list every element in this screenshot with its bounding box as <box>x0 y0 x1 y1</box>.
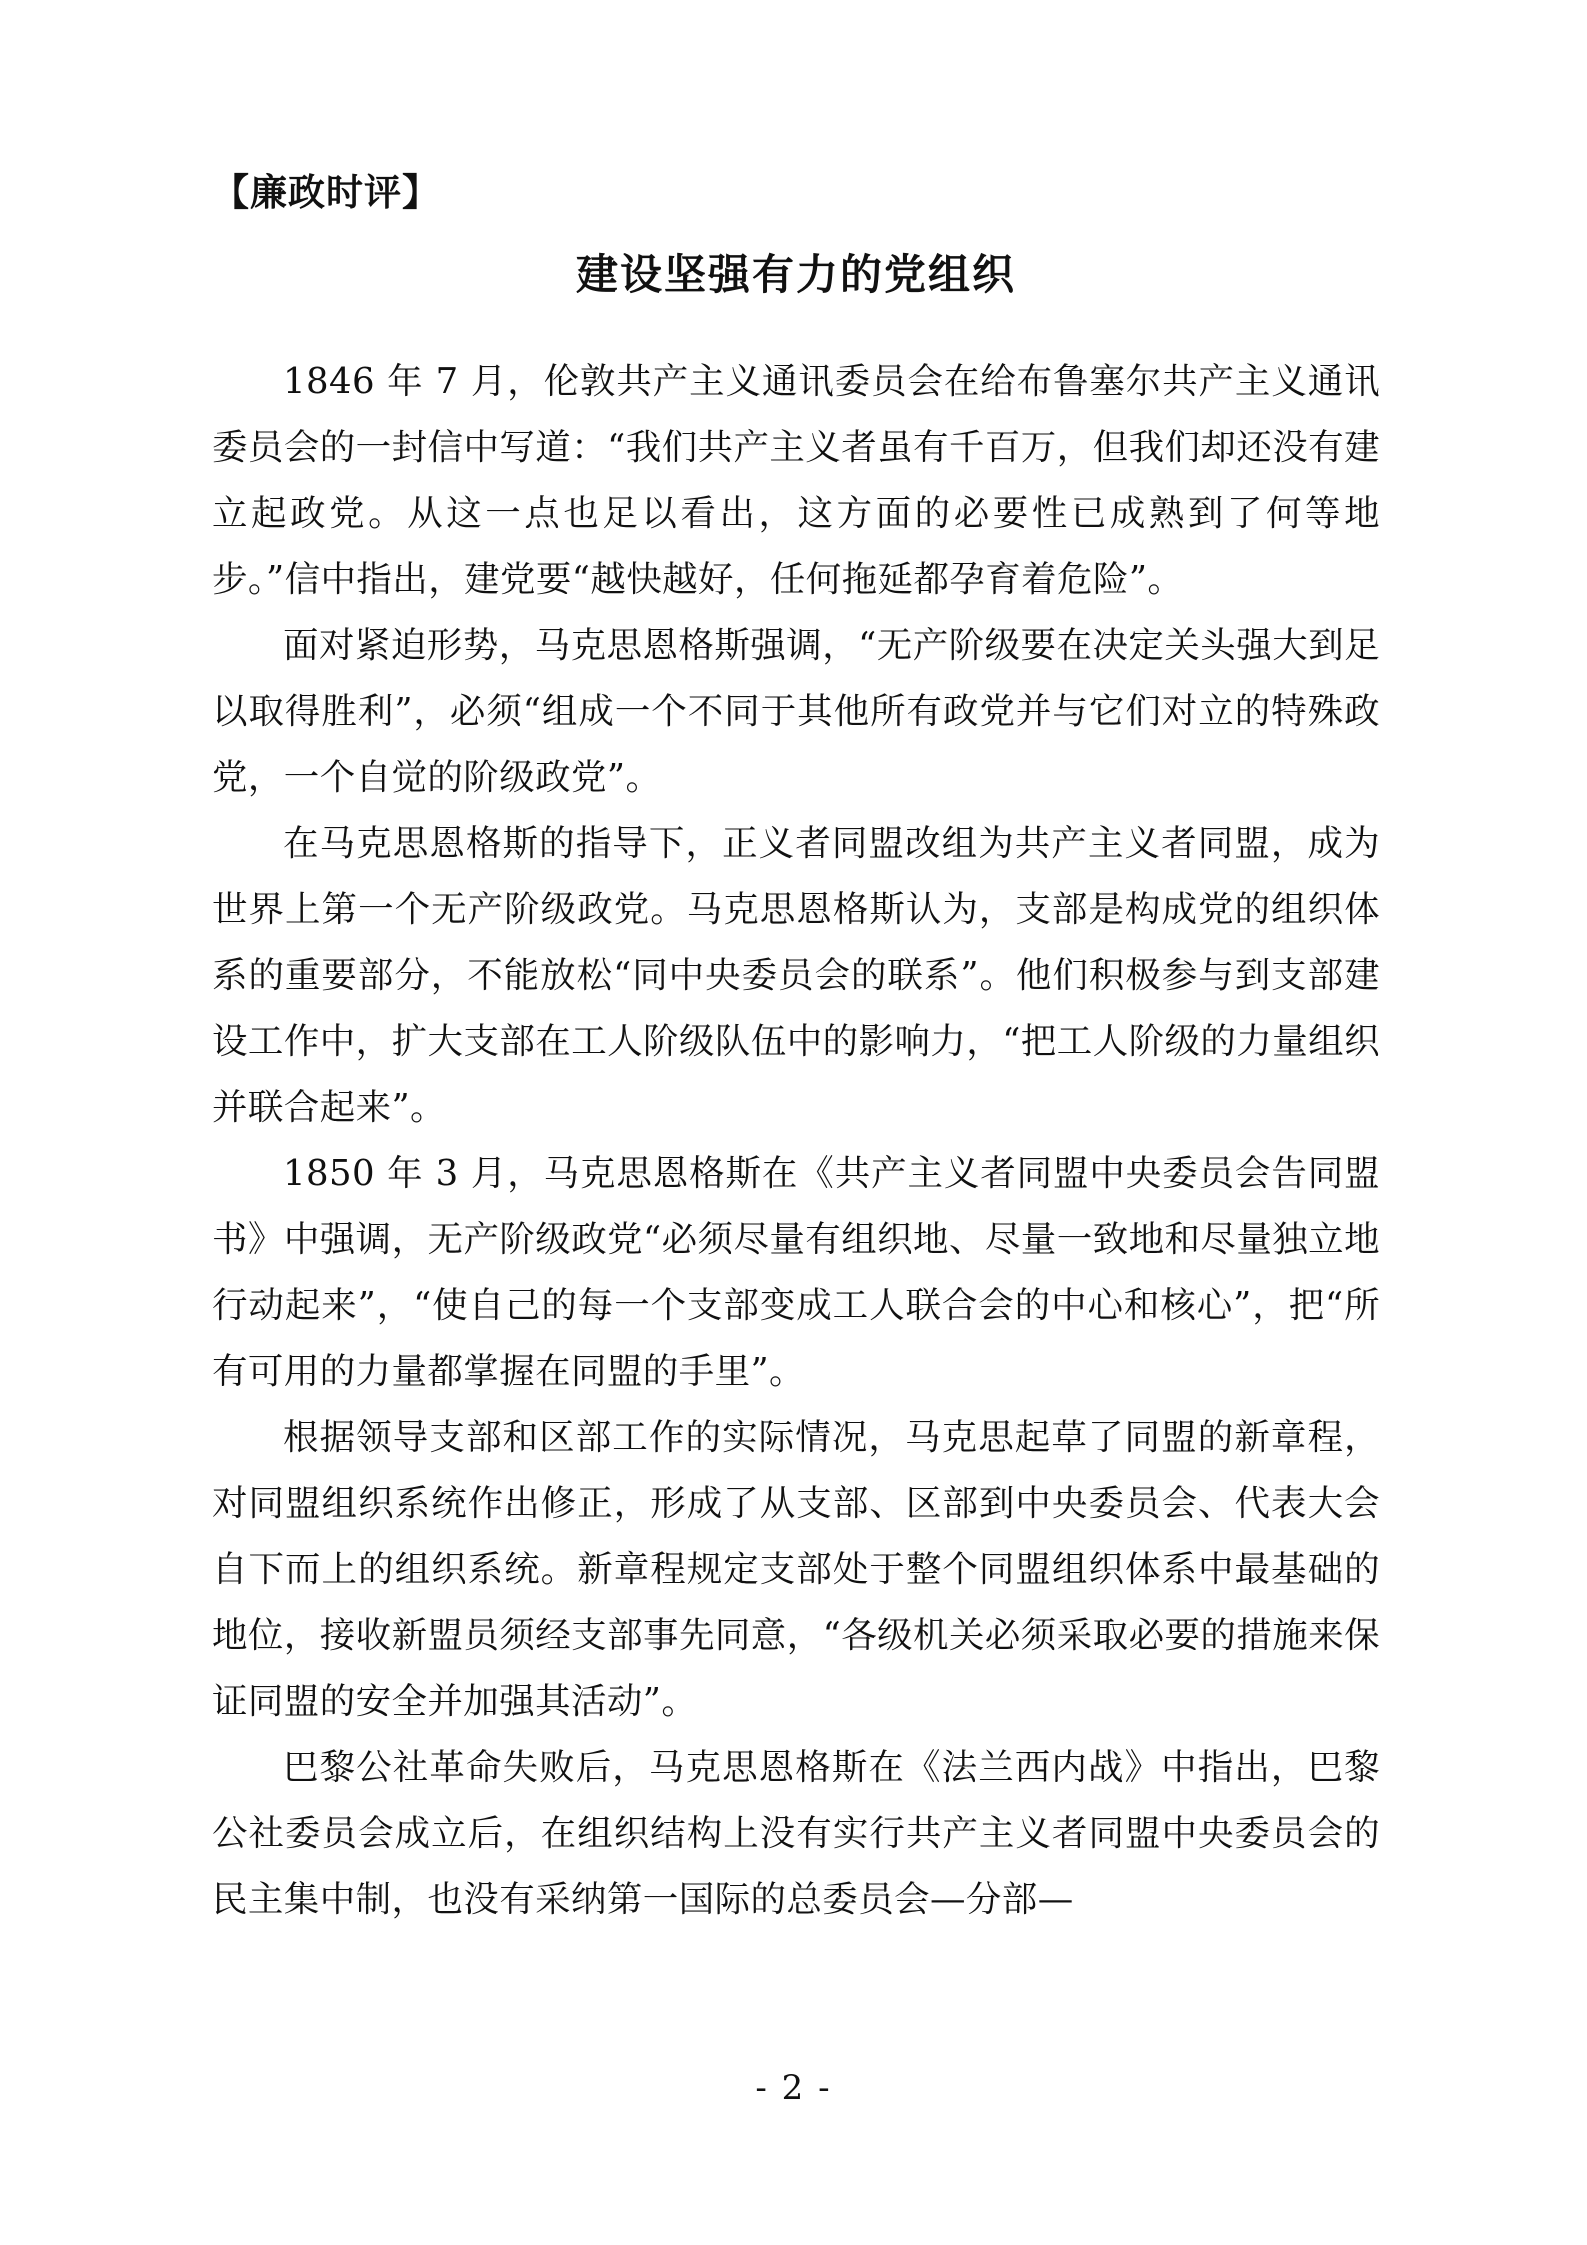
body-paragraph: 面对紧迫形势，马克思恩格斯强调，“无产阶级要在决定关头强大到足以取得胜利”，必须“组成一个不同于其他所有政党并与它们对立的特殊政党，一个自觉的阶级政党”。 <box>212 624 1380 798</box>
body-paragraph: 根据领导支部和区部工作的实际情况，马克思起草了同盟的新章程，对同盟组织系统作出修正，形成了从支部、区部到中央委员会、代表大会自下而上的组织系统。新章程规定支部处于整个同盟组织体系中最基础的地位，接收新盟员须经支部事先同意，“各级机关必须采取必要的措施来保证同盟的安全并加强其活动”。 <box>212 1416 1380 1722</box>
page-title: 建设坚强有力的党组织 <box>575 250 1016 300</box>
page-number: - 2 - <box>755 2068 832 2108</box>
body-paragraph: 巴黎公社革命失败后，马克思恩格斯在《法兰西内战》中指出，巴黎公社委员会成立后，在组织结构上没有实行共产主义者同盟中央委员会的民主集中制，也没有采纳第一国际的总委员会—分部— <box>212 1746 1380 1920</box>
section-tag: 【廉政时评】 <box>212 170 440 214</box>
body-paragraph: 1846 年 7 月，伦敦共产主义通讯委员会在给布鲁塞尔共产主义通讯委员会的一封信中写道：“我们共产主义者虽有千百万，但我们却还没有建立起政党。从这一点也足以看出，这方面的必要性已成熟到了何等地步。”信中指出，建党要“越快越好，任何拖延都孕育着危险”。 <box>212 360 1380 600</box>
page-content <box>212 170 1380 1933</box>
body-paragraph: 在马克思恩格斯的指导下，正义者同盟改组为共产主义者同盟，成为世界上第一个无产阶级政党。马克思恩格斯认为，支部是构成党的组织体系的重要部分，不能放松“同中央委员会的联系”。他们积极参与到支部建设工作中，扩大支部在工人阶级队伍中的影响力，“把工人阶级的力量组织并联合起来”。 <box>212 822 1380 1128</box>
body-paragraph: 1850 年 3 月，马克思恩格斯在《共产主义者同盟中央委员会告同盟书》中强调，无产阶级政党“必须尽量有组织地、尽量一致地和尽量独立地行动起来”，“使自己的每一个支部变成工人联合会的中心和核心”，把“所有可用的力量都掌握在同盟的手里”。 <box>212 1152 1380 1392</box>
